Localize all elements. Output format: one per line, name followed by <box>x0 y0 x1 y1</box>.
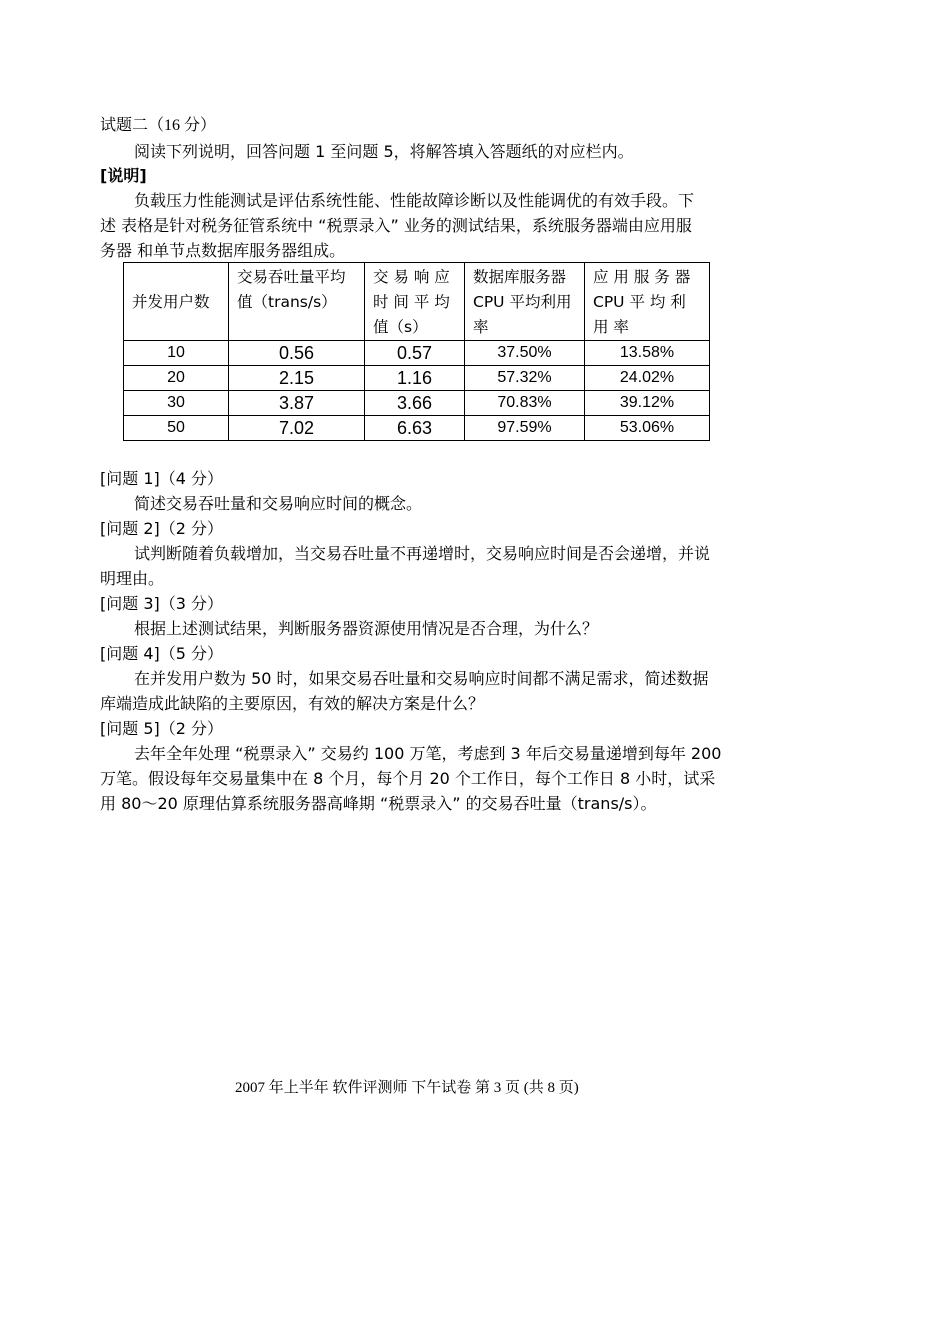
header-concurrent-users: 并发用户数 <box>124 263 229 341</box>
header-response-time: 交 易 响 应 时 间 平 均 值（s） <box>365 263 465 341</box>
cell-app-cpu: 13.58% <box>585 341 710 366</box>
table-row <box>124 366 710 391</box>
cell-users: 50 <box>124 416 229 441</box>
question-4-line-2: 库端造成此缺陷的主要原因，有效的解决方案是什么？ <box>100 694 485 713</box>
cell-app-cpu: 39.12% <box>585 391 710 416</box>
cell-response-time: 3.66 <box>365 391 465 416</box>
cell-users: 30 <box>124 391 229 416</box>
question-title: 试题二（16 分） <box>100 117 217 134</box>
question-5-heading: [问题 5]（2 分） <box>100 719 224 738</box>
cell-db-cpu: 97.59% <box>465 416 585 441</box>
description-line-2: 述 表格是针对税务征管系统中 “税票录入” 业务的测试结果，系统服务器端由应用服 <box>100 216 692 235</box>
question-3-heading: [问题 3]（3 分） <box>100 594 224 613</box>
question-1-line-1: 简述交易吞吐量和交易响应时间的概念。 <box>134 494 423 513</box>
intro-text: 阅读下列说明，回答问题 1 至问题 5，将解答填入答题纸的对应栏内。 <box>134 142 634 161</box>
question-2-line-1: 试判断随着负载增加，当交易吞吐量不再递增时，交易响应时间是否会递增，并说 <box>134 544 711 563</box>
cell-response-time: 1.16 <box>365 366 465 391</box>
table-row <box>124 391 710 416</box>
question-4-line-1: 在并发用户数为 50 时，如果交易吞吐量和交易响应时间都不满足需求，简述数据 <box>134 669 709 688</box>
header-throughput: 交易吞吐量平均值（trans/s） <box>229 263 365 341</box>
cell-app-cpu: 24.02% <box>585 366 710 391</box>
question-5-line-2: 万笔。假设每年交易量集中在 8 个月，每个月 20 个工作日，每个工作日 8 小时，试采 <box>100 769 716 788</box>
table-header-row <box>124 263 710 341</box>
cell-throughput: 3.87 <box>229 391 365 416</box>
cell-db-cpu: 57.32% <box>465 366 585 391</box>
cell-response-time: 6.63 <box>365 416 465 441</box>
description-line-3: 务器 和单节点数据库服务器组成。 <box>100 241 346 260</box>
question-5-line-3: 用 80～20 原理估算系统服务器高峰期 “税票录入” 的交易吞吐量（trans/s）。 <box>100 794 657 813</box>
question-5-line-1: 去年全年处理 “税票录入” 交易约 100 万笔，考虑到 3 年后交易量递增到每年 200 <box>134 744 722 763</box>
question-2-heading: [问题 2]（2 分） <box>100 519 224 538</box>
description-heading: [说明] <box>100 166 147 185</box>
cell-throughput: 2.15 <box>229 366 365 391</box>
table-row <box>124 341 710 366</box>
page-footer: 2007 年上半年 软件评测师 下午试卷 第 3 页 (共 8 页) <box>235 1080 579 1096</box>
question-1-heading: [问题 1]（4 分） <box>100 469 224 488</box>
description-line-1: 负载压力性能测试是评估系统性能、性能故障诊断以及性能调优的有效手段。下 <box>134 191 695 210</box>
question-2-line-2: 明理由。 <box>100 569 165 588</box>
cell-db-cpu: 37.50% <box>465 341 585 366</box>
cell-app-cpu: 53.06% <box>585 416 710 441</box>
header-app-cpu: 应 用 服 务 器 CPU 平 均 利 用 率 <box>585 263 710 341</box>
cell-users: 10 <box>124 341 229 366</box>
question-4-heading: [问题 4]（5 分） <box>100 644 224 663</box>
cell-response-time: 0.57 <box>365 341 465 366</box>
test-results-table <box>123 262 710 441</box>
cell-throughput: 7.02 <box>229 416 365 441</box>
header-db-cpu: 数据库服务器 CPU 平均利用 率 <box>465 263 585 341</box>
cell-users: 20 <box>124 366 229 391</box>
table-row <box>124 416 710 441</box>
question-3-line-1: 根据上述测试结果，判断服务器资源使用情况是否合理，为什么？ <box>134 619 599 638</box>
cell-throughput: 0.56 <box>229 341 365 366</box>
cell-db-cpu: 70.83% <box>465 391 585 416</box>
